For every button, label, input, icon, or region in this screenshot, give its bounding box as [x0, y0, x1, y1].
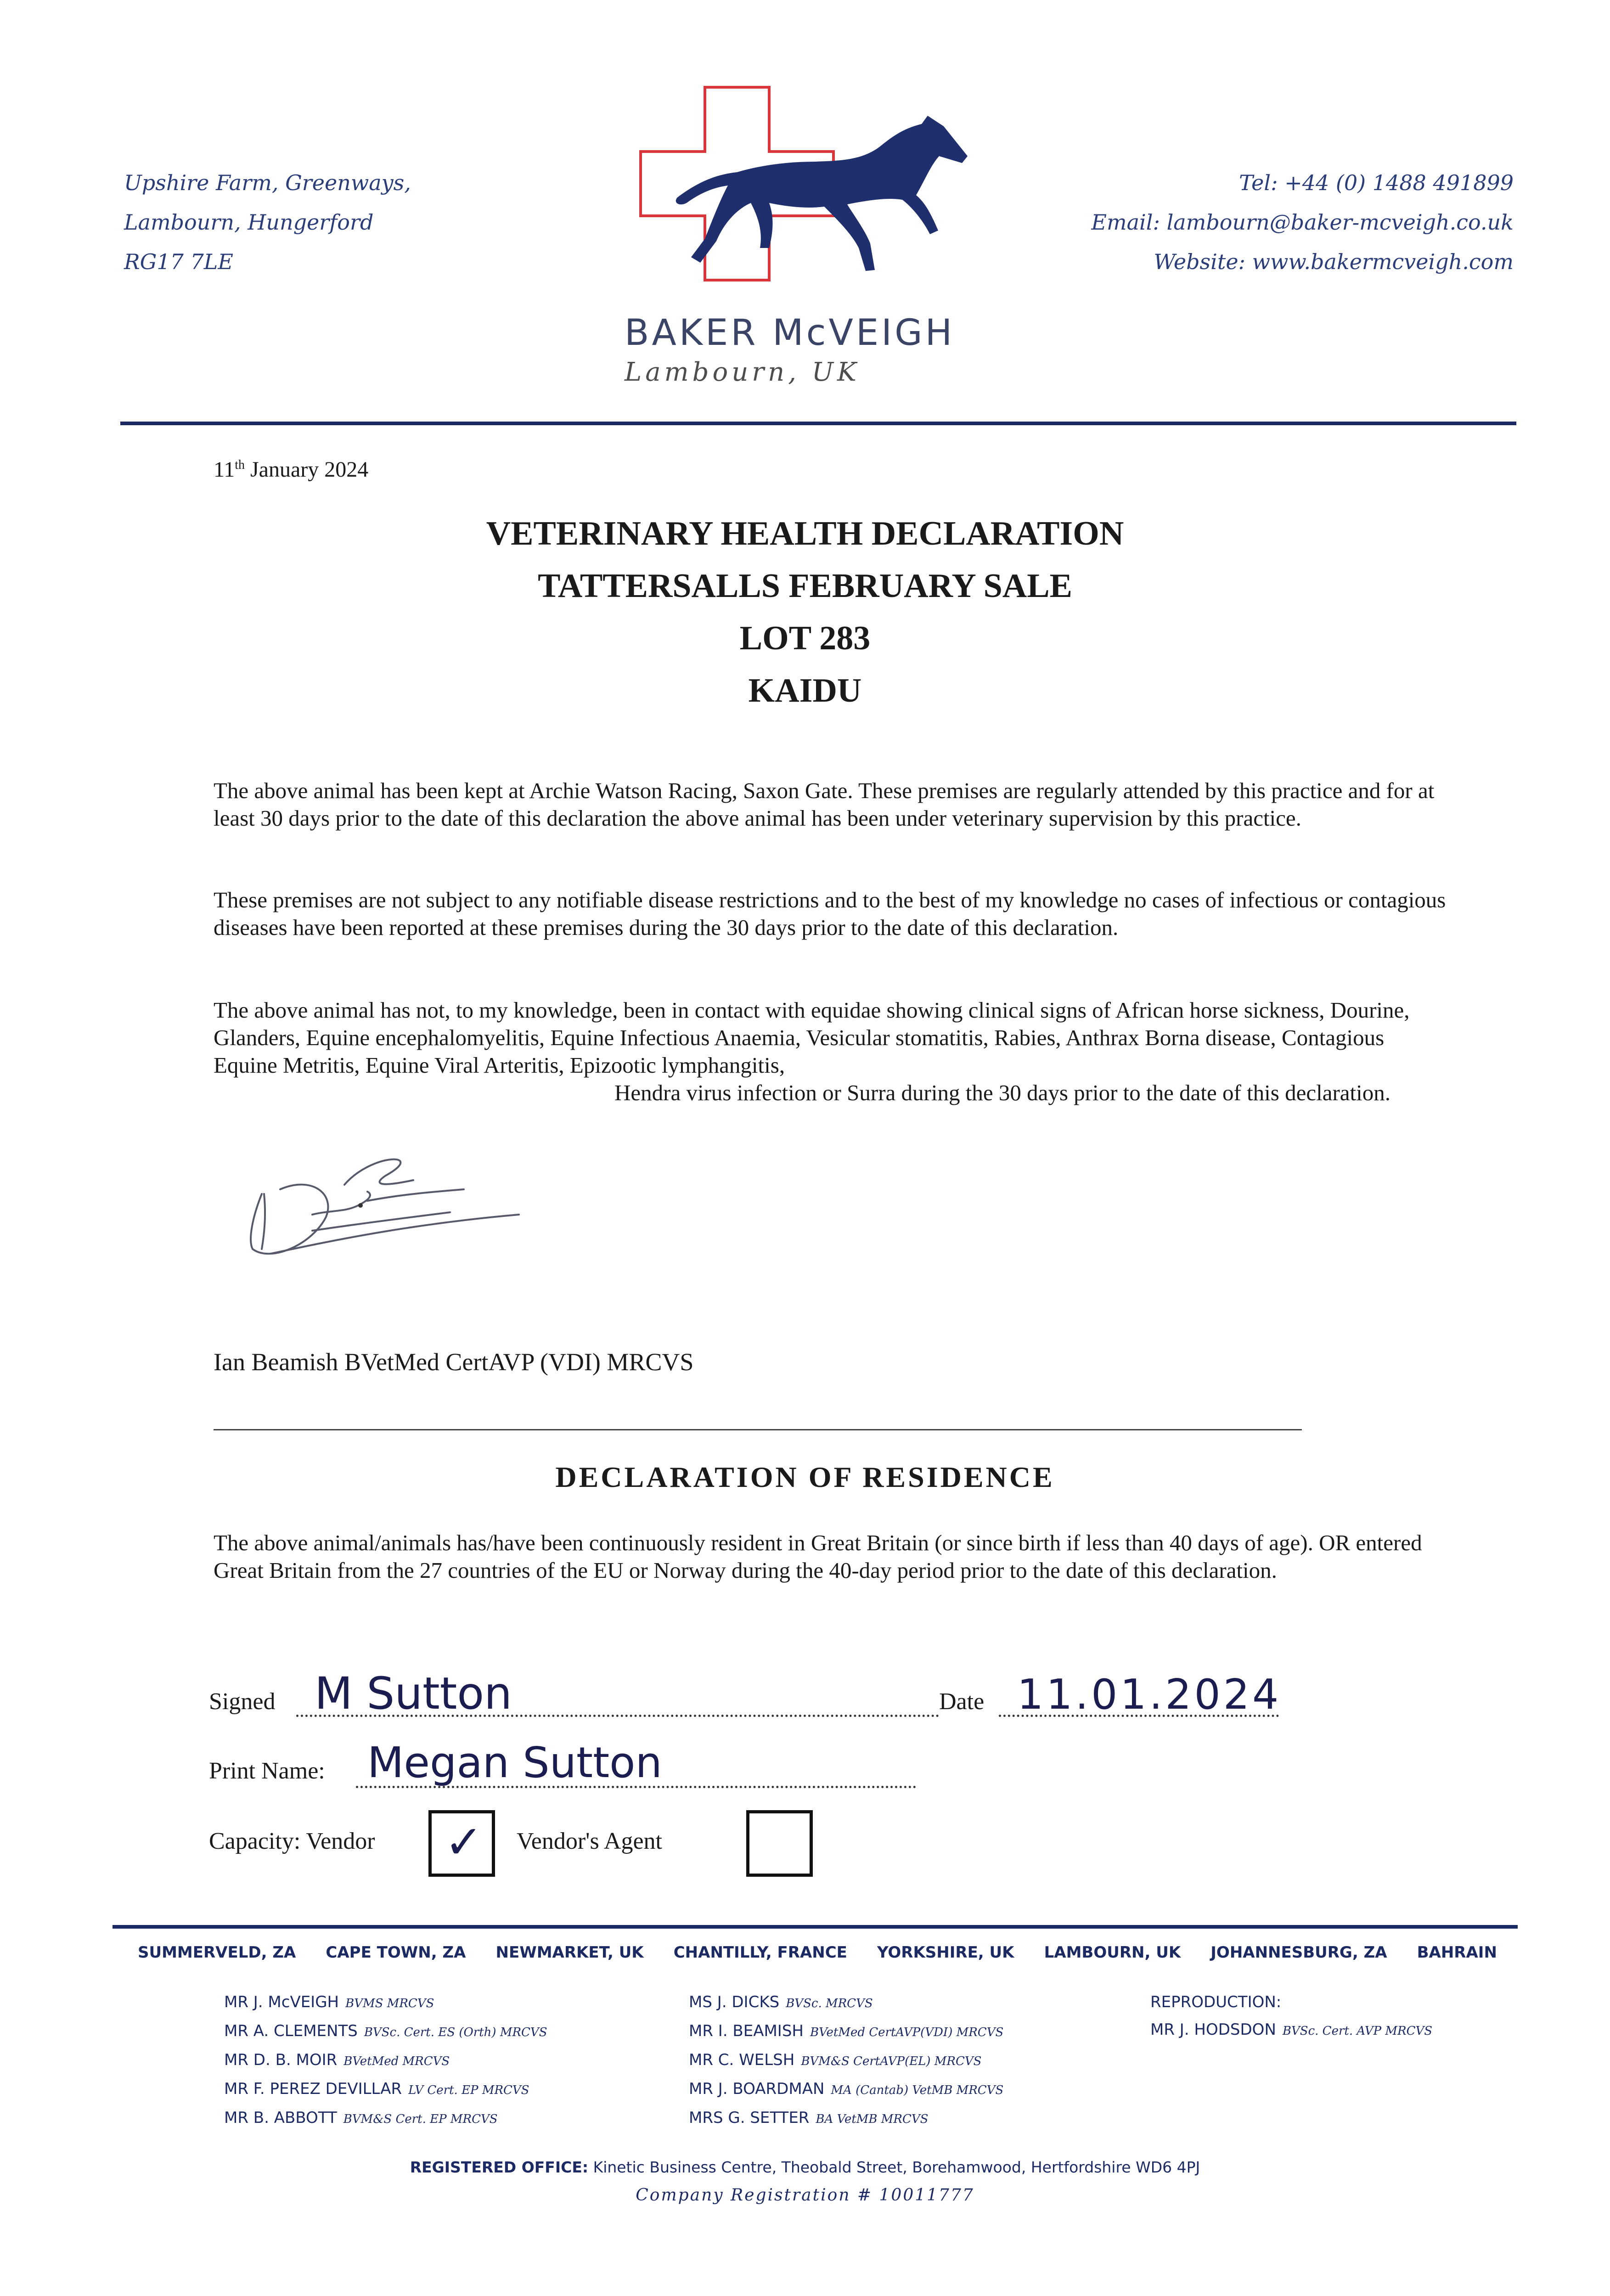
signed-row: [209, 1668, 1334, 1736]
staff-quals: BVetMed MRCVS: [343, 2054, 450, 2068]
print-name-label: Print Name:: [209, 1758, 325, 1784]
vendors-agent-checkbox[interactable]: [746, 1810, 813, 1877]
registered-office: [0, 2158, 1610, 2176]
registered-office-label: REGISTERED OFFICE:: [410, 2158, 589, 2176]
vet-name: Ian Beamish BVetMed CertAVP (VDI) MRCVS: [214, 1348, 694, 1376]
horse-name: KAIDU: [748, 672, 862, 709]
staff-name: MR C. WELSH: [689, 2051, 795, 2069]
contact-line: Email: lambourn@baker-mcveigh.co.uk: [1091, 210, 1514, 235]
staff-quals: LV Cert. EP MRCVS: [408, 2083, 529, 2097]
office-location: BAHRAIN: [1417, 1943, 1497, 1962]
staff-entry: [689, 1988, 1003, 2017]
office-location: JOHANNESBURG, ZA: [1210, 1943, 1387, 1962]
staff-entry: [224, 2046, 547, 2075]
paragraph-contact: The above animal has not, to my knowledge, been in contact with equidae showing clinical signs of African horse sickness, Dourine, Glanders, Equine encephalomyelitis, Equine Infectious Anaemia, Vesicular stomatitis, Rabies, Anthrax Borna disease, Contagious Equine Metritis, Equine Viral Arteritis, Epizootic lymphangitis,: [214, 997, 1410, 1078]
date-day: 11: [214, 457, 235, 482]
contact-line: Tel: +44 (0) 1488 491899: [1239, 170, 1514, 195]
capacity-row: [209, 1805, 852, 1883]
lot-number: LOT 283: [739, 619, 871, 657]
office-location: LAMBOURN, UK: [1044, 1943, 1181, 1962]
staff-entry: [689, 2017, 1003, 2046]
vet-signature: [220, 1125, 588, 1281]
title-line: TATTERSALLS FEBRUARY SALE: [538, 567, 1072, 605]
contact-line: Website: www.bakermcveigh.com: [1154, 249, 1514, 274]
staff-name: MR J. HODSDON: [1150, 2020, 1276, 2039]
title-line: VETERINARY HEALTH DECLARATION: [486, 515, 1124, 552]
footer-divider: [113, 1925, 1518, 1929]
staff-entry: [689, 2046, 1003, 2075]
staff-quals: BVM&S CertAVP(EL) MRCVS: [801, 2054, 982, 2068]
check-mark-icon: ✓: [445, 1815, 483, 1869]
staff-entry: [224, 2017, 547, 2046]
staff-entry: [1150, 2016, 1432, 2045]
staff-quals: BVSc. MRCVS: [786, 1997, 873, 2010]
office-location: NEWMARKET, UK: [495, 1943, 644, 1962]
staff-column-2: [689, 1988, 1003, 2133]
address-line: Lambourn, Hungerford: [124, 210, 374, 235]
date-suffix: th: [235, 458, 245, 472]
header-divider: [120, 422, 1516, 425]
office-locations: [138, 1943, 1497, 1962]
staff-name: MR A. CLEMENTS: [224, 2022, 358, 2040]
practice-address: [124, 163, 411, 281]
signed-label: Signed: [209, 1688, 276, 1715]
staff-name: MR D. B. MOIR: [224, 2051, 338, 2069]
vendor-checkbox[interactable]: [428, 1810, 495, 1877]
document-title: [0, 507, 1610, 717]
staff-entry: [224, 1988, 547, 2017]
staff-name: MS J. DICKS: [689, 1993, 780, 2011]
registered-office-address: Kinetic Business Centre, Theobald Street, Borehamwood, Hertfordshire WD6 4PJ: [593, 2158, 1200, 2176]
date-month-year: January 2024: [245, 457, 369, 482]
signed-value[interactable]: M Sutton: [315, 1668, 512, 1719]
address-line: Upshire Farm, Greenways,: [124, 170, 411, 195]
office-location: SUMMERVELD, ZA: [138, 1943, 296, 1962]
print-name-value[interactable]: Megan Sutton: [367, 1738, 662, 1787]
staff-quals: BVM&S Cert. EP MRCVS: [343, 2112, 498, 2126]
staff-entry: [224, 2104, 547, 2133]
staff-name: MR J. BOARDMAN: [689, 2080, 825, 2098]
baker-mcveigh-logo: [622, 83, 990, 312]
staff-quals: BVetMed CertAVP(VDI) MRCVS: [810, 2026, 1004, 2039]
office-location: YORKSHIRE, UK: [877, 1943, 1014, 1962]
staff-quals: MA (Cantab) VetMB MRCVS: [831, 2083, 1004, 2097]
vendors-agent-label: Vendor's Agent: [517, 1828, 663, 1854]
residence-heading: DECLARATION OF RESIDENCE: [555, 1461, 1055, 1493]
staff-quals: BVSc. Cert. AVP MRCVS: [1282, 2024, 1433, 2038]
staff-name: MRS G. SETTER: [689, 2109, 810, 2127]
capacity-label: Capacity: Vendor: [209, 1828, 375, 1854]
staff-entry: [689, 2075, 1003, 2104]
staff-column-1: [224, 1988, 547, 2133]
office-location: CHANTILLY, FRANCE: [673, 1943, 847, 1962]
reproduction-heading: REPRODUCTION:: [1150, 1993, 1282, 2011]
staff-quals: BA VetMB MRCVS: [816, 2112, 929, 2126]
brand-location: Lambourn, UK: [625, 357, 860, 387]
staff-name: MR F. PEREZ DEVILLAR: [224, 2080, 402, 2098]
galloping-horse: [676, 116, 968, 271]
date-value[interactable]: 11.01.2024: [1017, 1671, 1282, 1719]
print-name-row: [209, 1738, 944, 1807]
staff-entry: [224, 2075, 547, 2104]
staff-name: MR I. BEAMISH: [689, 2022, 804, 2040]
address-line: RG17 7LE: [124, 249, 233, 274]
practice-contact: [1091, 163, 1514, 281]
staff-entry: [689, 2104, 1003, 2133]
company-registration: Company Registration # 10011777: [636, 2186, 974, 2205]
staff-quals: BVSc. Cert. ES (Orth) MRCVS: [364, 2026, 547, 2039]
staff-name: MR J. McVEIGH: [224, 1993, 339, 2011]
staff-column-3: [1150, 1988, 1432, 2045]
office-location: CAPE TOWN, ZA: [326, 1943, 466, 1962]
section-divider: [214, 1429, 1302, 1430]
residence-text: The above animal/animals has/have been continuously resident in Great Britain (or since birth if less than 40 days of age). OR entered Great Britain from the 27 countries of the EU or Norway during the 40-day period prior to the date of this declaration.: [214, 1530, 1422, 1583]
staff-quals: BVMS MRCVS: [345, 1997, 434, 2010]
paragraph-contact-continued: Hendra virus infection or Surra during the 30 days prior to the date of this declaration.: [614, 1080, 1391, 1105]
brand-name: BAKER McVEIGH: [625, 312, 955, 354]
staff-name: MR B. ABBOTT: [224, 2109, 337, 2127]
date-label: Date: [939, 1688, 985, 1715]
paragraph-restrictions: These premises are not subject to any notifiable disease restrictions and to the best of my knowledge no cases of infectious or contagious diseases have been reported at these premises during the 30 days prior to the date of this declaration.: [214, 887, 1446, 940]
declaration-date: [214, 457, 368, 482]
paragraph-premises: The above animal has been kept at Archie Watson Racing, Saxon Gate. These premises are regularly attended by this practice and for at least 30 days prior to the date of this declaration the above animal has been under veterinary supervision by this practice.: [214, 778, 1435, 831]
